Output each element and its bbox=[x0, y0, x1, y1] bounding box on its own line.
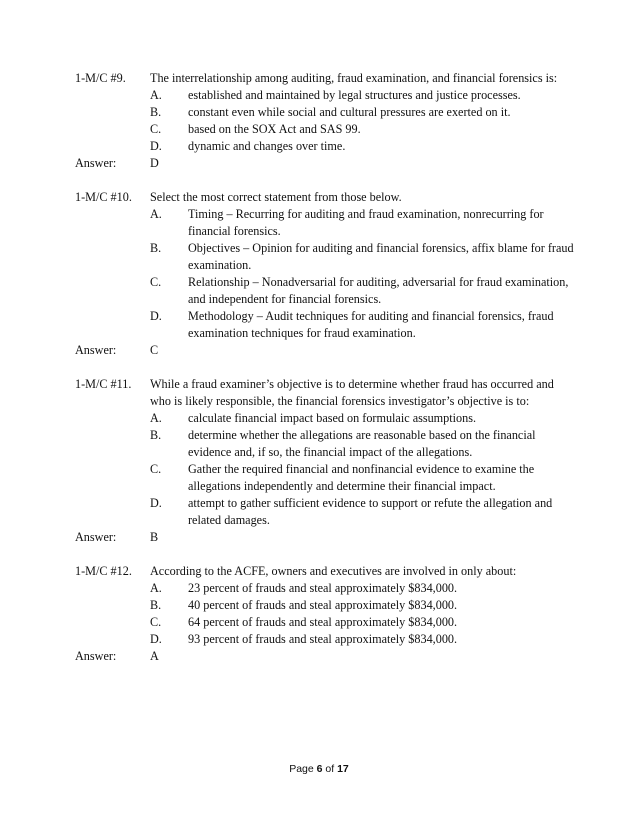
option-item bbox=[150, 495, 575, 529]
option-letter: A. bbox=[150, 207, 162, 221]
question-number: 1-M/C #11. bbox=[75, 377, 132, 391]
option-letter: D. bbox=[150, 309, 162, 323]
question-number: 1-M/C #9. bbox=[75, 71, 126, 85]
option-item bbox=[150, 461, 575, 495]
option-letter: B. bbox=[150, 598, 162, 612]
question-number: 1-M/C #10. bbox=[75, 190, 132, 204]
option-text: constant even while social and cultural pressures are exerted on it. bbox=[188, 105, 511, 119]
answer-label: Answer: bbox=[75, 649, 117, 663]
question-stem: Select the most correct statement from those below. bbox=[150, 190, 402, 204]
option-text: Methodology – Audit techniques for auditing and financial forensics, fraud examination techniques for fraud examination. bbox=[188, 309, 554, 340]
option-item bbox=[150, 240, 575, 274]
option-text: 64 percent of frauds and steal approximately $834,000. bbox=[188, 615, 458, 629]
option-item bbox=[150, 206, 575, 240]
option-letter: A. bbox=[150, 88, 162, 102]
answer-row bbox=[75, 648, 575, 665]
option-letter: D. bbox=[150, 632, 162, 646]
option-letter: C. bbox=[150, 462, 162, 476]
question-body bbox=[150, 376, 575, 529]
answer-row bbox=[75, 529, 575, 546]
option-text: 40 percent of frauds and steal approximately $834,000. bbox=[188, 598, 458, 612]
question-body bbox=[150, 70, 575, 155]
option-text: 23 percent of frauds and steal approximately $834,000. bbox=[188, 581, 458, 595]
total-pages-number: 17 bbox=[337, 763, 349, 775]
question-stem: According to the ACFE, owners and executives are involved in only about: bbox=[150, 564, 517, 578]
option-letter: C. bbox=[150, 275, 162, 289]
page-footer bbox=[0, 761, 638, 778]
current-page-number: 6 bbox=[316, 763, 323, 775]
option-item bbox=[150, 138, 575, 155]
question-stem: The interrelationship among auditing, fraud examination, and financial forensics is: bbox=[150, 71, 558, 85]
option-item bbox=[150, 121, 575, 138]
option-text: based on the SOX Act and SAS 99. bbox=[188, 122, 361, 136]
option-letter: C. bbox=[150, 615, 162, 629]
answer-value: A bbox=[150, 649, 159, 663]
option-item bbox=[150, 274, 575, 308]
answer-label: Answer: bbox=[75, 156, 117, 170]
question-block bbox=[75, 189, 575, 359]
option-letter: B. bbox=[150, 241, 162, 255]
answer-label: Answer: bbox=[75, 530, 117, 544]
answer-value: B bbox=[150, 530, 159, 544]
question-body bbox=[150, 189, 575, 342]
question-body bbox=[150, 563, 575, 648]
option-text: Gather the required financial and nonfinancial evidence to examine the allegations independently and determine their financial impact. bbox=[188, 462, 535, 493]
option-letter: A. bbox=[150, 411, 162, 425]
option-item bbox=[150, 308, 575, 342]
option-text: calculate financial impact based on formulaic assumptions. bbox=[188, 411, 477, 425]
answer-value: D bbox=[150, 156, 159, 170]
option-item bbox=[150, 410, 575, 427]
option-text: determine whether the allegations are reasonable based on the financial evidence and, if so, the financial impact of the allegations. bbox=[188, 428, 536, 459]
answer-value: C bbox=[150, 343, 159, 357]
option-text: 93 percent of frauds and steal approximately $834,000. bbox=[188, 632, 458, 646]
option-item bbox=[150, 614, 575, 631]
option-item bbox=[150, 427, 575, 461]
option-text: Objectives – Opinion for auditing and financial forensics, affix blame for fraud examination. bbox=[188, 241, 574, 272]
option-item bbox=[150, 580, 575, 597]
option-item bbox=[150, 104, 575, 121]
option-item bbox=[150, 631, 575, 648]
question-number: 1-M/C #12. bbox=[75, 564, 132, 578]
option-item bbox=[150, 87, 575, 104]
question-block bbox=[75, 376, 575, 546]
option-text: Timing – Recurring for auditing and fraud examination, nonrecurring for financial forensics. bbox=[188, 207, 544, 238]
option-text: attempt to gather sufficient evidence to support or refute the allegation and related damages. bbox=[188, 496, 553, 527]
option-text: dynamic and changes over time. bbox=[188, 139, 346, 153]
question-stem: While a fraud examiner’s objective is to determine whether fraud has occurred and who is likely responsible, the financial forensics investigator’s objective is to: bbox=[150, 377, 554, 408]
option-letter: D. bbox=[150, 496, 162, 510]
answer-row bbox=[75, 155, 575, 172]
option-letter: B. bbox=[150, 105, 162, 119]
question-block bbox=[75, 70, 575, 172]
question-block bbox=[75, 563, 575, 665]
page-of-text: of bbox=[322, 763, 338, 775]
option-item bbox=[150, 597, 575, 614]
option-letter: B. bbox=[150, 428, 162, 442]
answer-label: Answer: bbox=[75, 343, 117, 357]
option-letter: D. bbox=[150, 139, 162, 153]
option-text: established and maintained by legal structures and justice processes. bbox=[188, 88, 521, 102]
answer-row bbox=[75, 342, 575, 359]
option-letter: A. bbox=[150, 581, 162, 595]
option-letter: C. bbox=[150, 122, 162, 136]
page-prefix: Page bbox=[289, 763, 317, 775]
document-body bbox=[75, 70, 575, 682]
option-text: Relationship – Nonadversarial for auditing, adversarial for fraud examination, and independent for financial forensics. bbox=[188, 275, 569, 306]
